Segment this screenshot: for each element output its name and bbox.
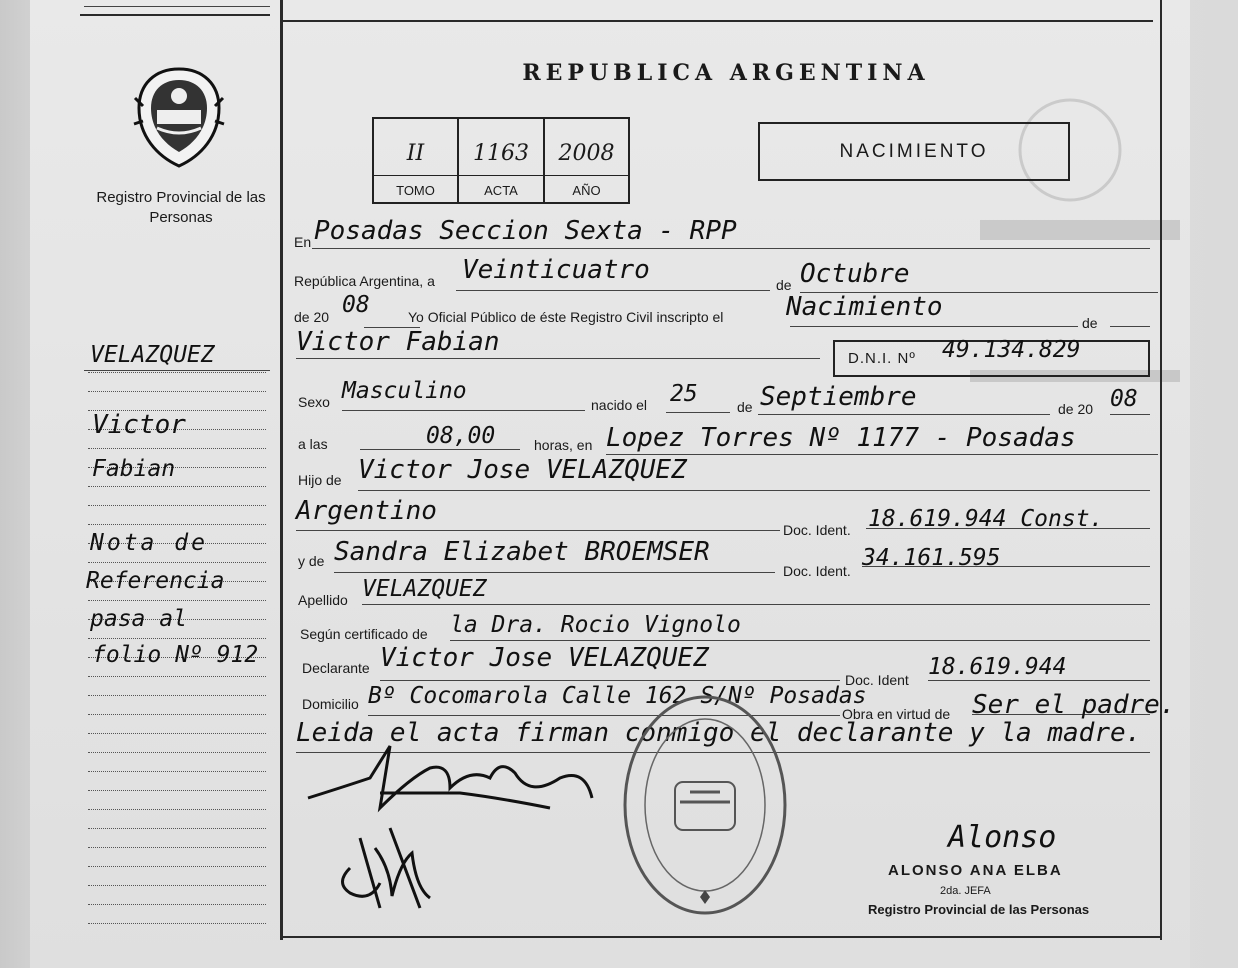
form-underline <box>334 572 775 573</box>
value-closing: Leida el acta firman conmigo el declarante y la madre. <box>296 718 1142 748</box>
margin-surname: VELAZQUEZ <box>90 342 215 368</box>
label-sexo: Sexo <box>298 394 330 410</box>
margin-rule <box>88 524 266 525</box>
form-underline <box>456 290 770 291</box>
label-de-2: de <box>1082 315 1098 331</box>
label-segun: Según certificado de <box>300 626 428 642</box>
signer-office: Registro Provincial de las Personas <box>868 902 1090 917</box>
registry-box <box>372 117 630 204</box>
margin-rule <box>88 714 266 715</box>
label-oficial: Yo Oficial Público de éste Registro Civil inscripto el <box>408 309 724 325</box>
label-horas: horas, en <box>534 437 593 453</box>
margin-rule <box>88 847 266 848</box>
margin-solid-rule <box>84 370 270 371</box>
value-mother-name: Sandra Elizabet BROEMSER <box>334 537 710 567</box>
margin-rule <box>88 562 266 563</box>
margin-rule <box>88 752 266 753</box>
value-domicilio: Bº Cocomarola Calle 162 S/Nº Posadas <box>368 683 867 709</box>
margin-rule <box>88 885 266 886</box>
form-underline <box>790 326 1078 327</box>
margin-rule <box>88 600 266 601</box>
label-hijo: Hijo de <box>298 472 342 488</box>
value-act-written: Nacimiento <box>786 292 943 322</box>
margin-note-line-2: Referencia <box>86 568 225 594</box>
value-declarante-doc: 18.619.944 <box>928 654 1067 680</box>
label-doc-ident-1: Doc. Ident. <box>783 522 851 538</box>
value-day: Veinticuatro <box>462 255 650 285</box>
value-birth-day: 25 <box>670 381 698 407</box>
value-birth-place: Lopez Torres Nº 1177 - Posadas <box>606 423 1076 453</box>
form-underline <box>358 490 1150 491</box>
form-underline <box>450 640 1150 641</box>
left-office-title: Registro Provincial de las Personas <box>96 189 266 226</box>
label-obra: Obra en virtud de <box>842 706 951 722</box>
label-de-1: de <box>776 277 792 293</box>
label-birth-year-prefix: de 20 <box>1058 401 1094 417</box>
margin-rule <box>88 809 266 810</box>
registry-tomo: II TOMO <box>374 119 459 202</box>
form-underline <box>666 412 730 413</box>
value-apellido: VELAZQUEZ <box>362 576 487 602</box>
label-republica: República Argentina, a <box>294 273 435 289</box>
registry-stamp-icon <box>620 692 790 918</box>
signer-handwritten: Alonso <box>948 820 1057 855</box>
form-underline <box>606 454 1158 455</box>
label-year-prefix: de 20 <box>294 309 330 325</box>
margin-note-line-4: folio Nº 912 <box>92 642 259 668</box>
label-alas: a las <box>298 436 328 452</box>
column-divider <box>280 0 283 940</box>
margin-rule <box>88 866 266 867</box>
form-underline <box>928 680 1150 681</box>
value-mother-doc: 34.161.595 <box>862 545 1001 571</box>
margin-rule <box>88 505 266 506</box>
margin-solid-rule <box>84 6 270 7</box>
form-underline <box>380 680 840 681</box>
signer-name: ALONSO ANA ELBA <box>888 862 1063 879</box>
margin-rule <box>88 448 266 449</box>
form-underline <box>362 604 1150 605</box>
value-father-name: Victor Jose VELAZQUEZ <box>358 455 687 485</box>
value-sexo: Masculino <box>342 378 467 404</box>
value-child-name: Victor Fabian <box>296 327 500 357</box>
margin-rule <box>88 923 266 924</box>
margin-note-line-3: pasa al <box>90 606 187 632</box>
value-birth-year-suffix: 08 <box>1110 386 1138 412</box>
registry-acta: 1163 ACTA <box>459 119 545 202</box>
label-de-3: de <box>737 399 753 415</box>
registry-ano: 2008 AÑO <box>558 141 615 198</box>
right-border <box>1160 0 1162 940</box>
bottom-rule <box>283 936 1161 938</box>
country-title: REPUBLICA ARGENTINA <box>522 60 930 86</box>
margin-rule <box>88 695 266 696</box>
form-underline <box>1110 414 1150 415</box>
mother-signature-icon <box>330 808 440 916</box>
label-doc-ident-2: Doc. Ident. <box>783 563 851 579</box>
margin-rule <box>88 828 266 829</box>
value-certificado: la Dra. Rocio Vignolo <box>450 612 741 638</box>
form-underline <box>296 358 820 359</box>
margin-rule <box>88 733 266 734</box>
value-father-doc: 18.619.944 Const. <box>868 506 1104 532</box>
margin-rule <box>88 372 266 373</box>
value-dni: 49.134.829 <box>942 337 1081 363</box>
margin-rule <box>88 486 266 487</box>
value-year-suffix: 08 <box>342 292 370 318</box>
label-declarante: Declarante <box>302 660 370 676</box>
form-underline <box>312 248 1150 249</box>
top-rule <box>283 20 1153 22</box>
label-doc-ident-3: Doc. Ident <box>845 672 909 688</box>
label-yde: y de <box>298 553 325 569</box>
margin-rule <box>88 391 266 392</box>
margin-rule <box>88 790 266 791</box>
label-apellido: Apellido <box>298 592 348 608</box>
value-father-nationality: Argentino <box>296 496 437 526</box>
value-place: Posadas Seccion Sexta - RPP <box>314 216 737 246</box>
margin-name-2: Fabian <box>92 456 176 482</box>
label-domicilio: Domicilio <box>302 696 359 712</box>
margin-rule <box>88 904 266 905</box>
father-signature-icon <box>300 738 600 818</box>
value-month: Octubre <box>800 259 910 289</box>
value-birth-month: Septiembre <box>760 382 917 412</box>
margin-rule <box>88 771 266 772</box>
form-underline <box>758 414 1050 415</box>
label-dni: D.N.I. Nº <box>848 350 916 367</box>
margin-rule <box>88 638 266 639</box>
left-top-rule <box>80 14 270 16</box>
value-declarante: Victor Jose VELAZQUEZ <box>380 643 709 673</box>
signer-role: 2da. JEFA <box>940 885 991 897</box>
label-nacido: nacido el <box>591 397 648 413</box>
margin-note-line-1: Nota de <box>90 530 208 556</box>
form-underline <box>360 449 520 450</box>
provincial-seal-icon <box>133 66 225 170</box>
label-en: En <box>294 234 312 250</box>
form-underline <box>296 530 780 531</box>
value-birth-time: 08,00 <box>426 423 496 449</box>
margin-rule <box>88 676 266 677</box>
value-obra: Ser el padre. <box>972 690 1176 720</box>
margin-name-1: Victor <box>92 410 186 440</box>
act-type-box: NACIMIENTO <box>758 122 1070 181</box>
form-underline <box>1110 326 1150 327</box>
form-underline <box>342 410 585 411</box>
